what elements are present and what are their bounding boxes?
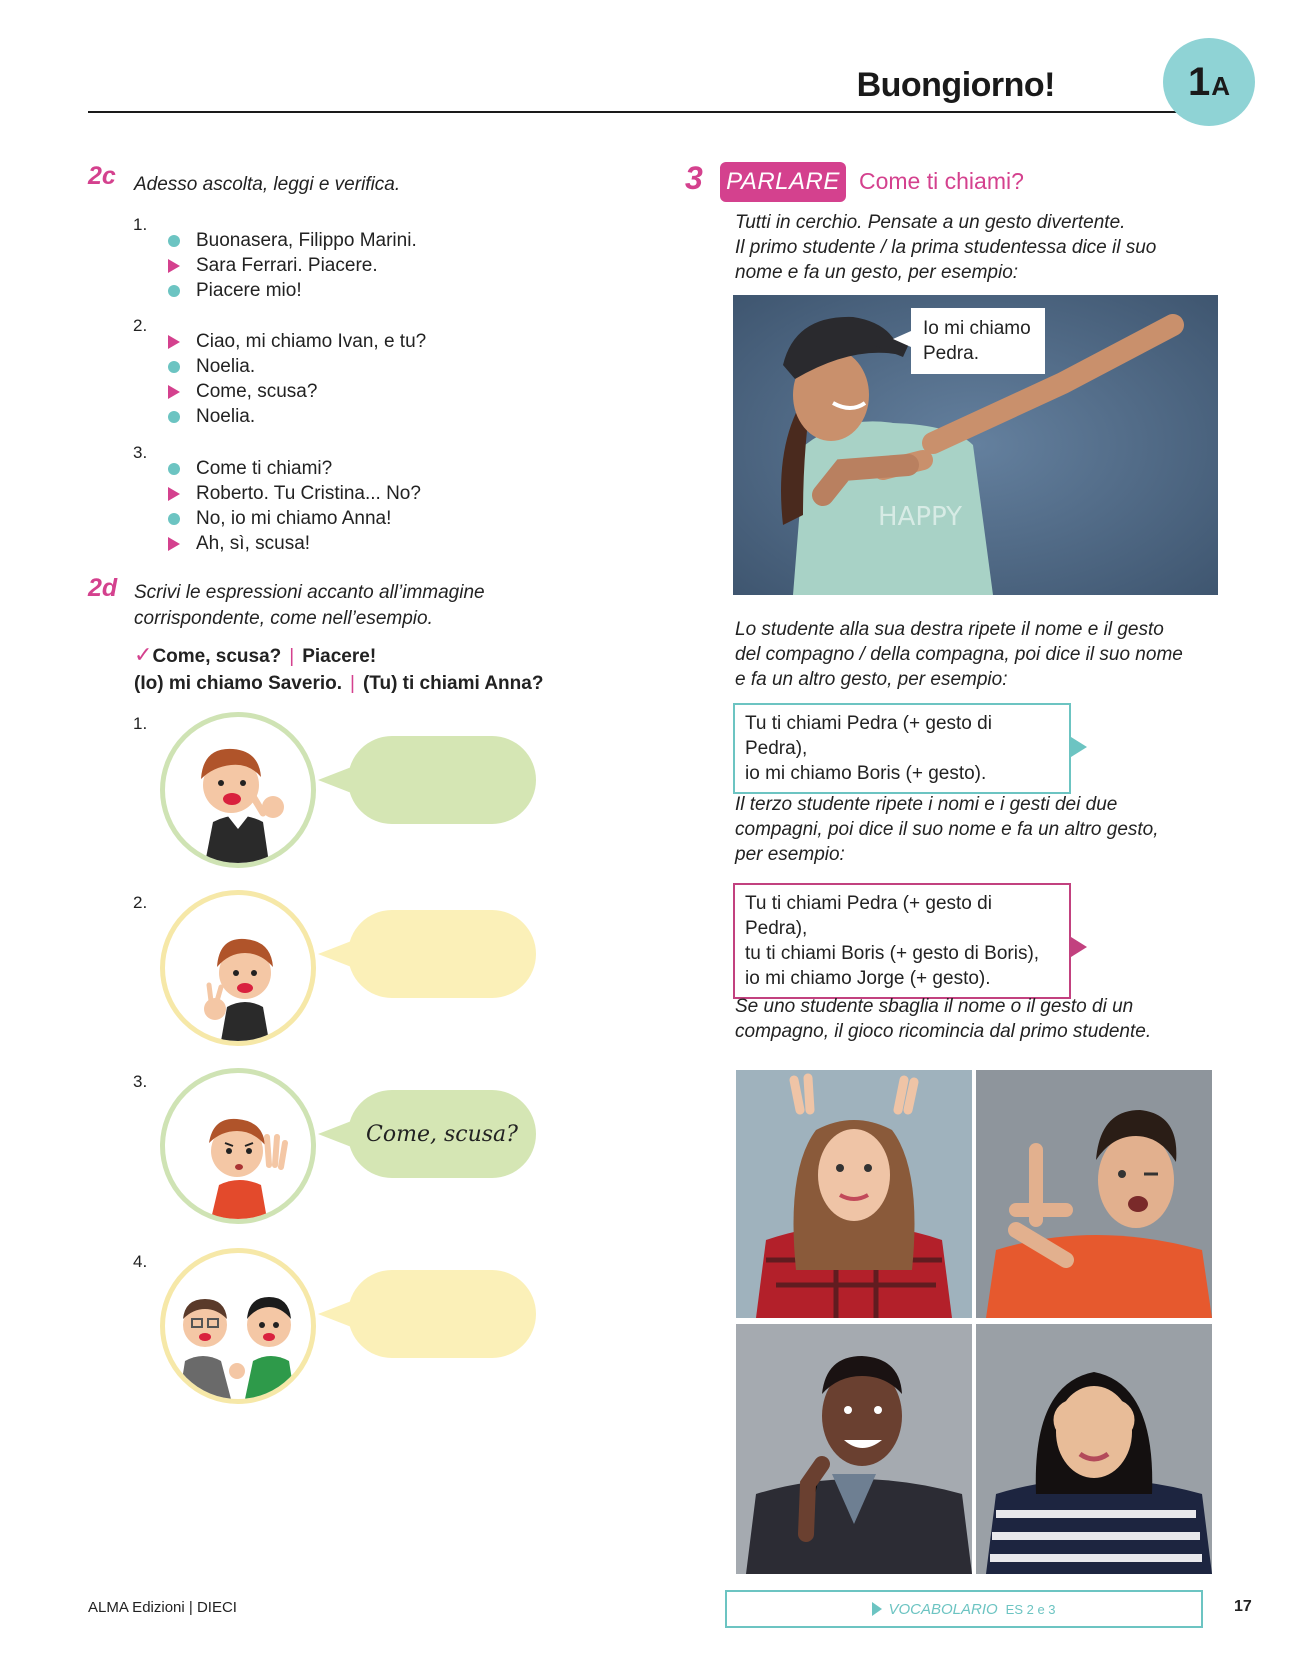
speaker-b-triangle-icon [168, 259, 180, 273]
dialog-number: 1. [133, 215, 148, 234]
exercise-3-para3: Il terzo studente ripete i nomi e i gesti dei due compagni, poi dice il suo nome e fa un altro gesto, per esempio: [735, 794, 1159, 865]
exercise-2d-instruction: Scrivi le espressioni accanto all’immagine corrispondente, come nell’esempio. [134, 582, 485, 629]
callout-tail [1071, 737, 1087, 757]
dialog-line: No, io mi chiamo Anna! [168, 506, 421, 531]
photo-man-loser-sign [976, 1070, 1212, 1318]
speaker-b-triangle-icon [168, 487, 180, 501]
parlare-tag: PARLARE [720, 162, 846, 202]
photo-speech-bubble: Io mi chiamo Pedra. [911, 308, 1045, 374]
dialog-line: Buonasera, Filippo Marini. [168, 228, 417, 253]
speaker-b-triangle-icon [168, 537, 180, 551]
separator: | [289, 646, 295, 667]
speaker-b-triangle-icon [168, 335, 180, 349]
speech-bubble-example: Come, scusa? [348, 1090, 536, 1178]
exercise-3-number: 3 [685, 160, 703, 196]
speech-bubble-empty[interactable] [348, 910, 536, 998]
example-callout-2: Tu ti chiami Pedra (+ gesto di Pedra), tu ti chiami Boris (+ gesto di Boris), io mi chiamo Jorge (+ gesto). [733, 883, 1071, 999]
item-number: 4. [133, 1252, 148, 1271]
dialog-2 [168, 329, 426, 429]
dialog-number: 3. [133, 443, 148, 462]
vocabolario-reference[interactable]: VOCABOLARIO ES 2 e 3 [725, 1590, 1203, 1628]
photo-man-pointing-up [736, 1324, 972, 1574]
illustration-pointing-self [160, 712, 316, 868]
illustration-handshake [160, 1248, 316, 1404]
dialog-1 [168, 228, 417, 303]
page-title: Buongiorno! [856, 66, 1055, 104]
publisher-footer: ALMA Edizioni | DIECI [88, 1599, 237, 1616]
speaker-a-bullet-icon [168, 361, 180, 373]
dialog-line: Ah, sì, scusa! [168, 531, 421, 556]
check-icon: ✓ [134, 642, 153, 667]
shirt-print: HAPPY [878, 502, 963, 532]
dialog-line: Roberto. Tu Cristina... No? [168, 481, 421, 506]
dialog-line: Come ti chiami? [168, 456, 421, 481]
exercise-3-para4: Se uno studente sbaglia il nome o il gesto di un compagno, il gioco ricomincia dal primo studente. [735, 996, 1152, 1042]
exercise-3-para2: Lo studente alla sua destra ripete il nome e il gesto del compagno / della compagna, poi dice il suo nome e fa un altro gesto, per esempio: [735, 619, 1183, 690]
dialog-line: Noelia. [168, 354, 426, 379]
photo-girl-bunny-ears [736, 1070, 972, 1318]
dialog-number: 2. [133, 316, 148, 335]
dialog-line: Come, scusa? [168, 379, 426, 404]
photo-speech-bubble-tail [893, 331, 911, 347]
expression-come-scusa: Come, scusa? [152, 646, 282, 667]
exercise-3-intro: Tutti in cerchio. Pensate a un gesto divertente. Il primo studente / la prima studentessa dice il suo nome e fa un gesto, per esempio: [735, 212, 1157, 283]
expression-mi-chiamo: (Io) mi chiamo Saverio. [134, 673, 342, 694]
exercise-2c-instruction: Adesso ascolta, leggi e verifica. [134, 174, 401, 195]
dialog-line: Piacere mio! [168, 278, 417, 303]
page-number: 17 [1234, 1598, 1252, 1615]
unit-number: 1 [1187, 59, 1211, 104]
speech-bubble-empty[interactable] [348, 736, 536, 824]
dialog-3 [168, 456, 421, 556]
speaker-a-bullet-icon [168, 463, 180, 475]
speaker-a-bullet-icon [168, 411, 180, 423]
photo-woman-hand-goggles [976, 1324, 1212, 1574]
illustration-crossed-fingers [160, 890, 316, 1046]
expression-bank [134, 641, 543, 697]
header-divider [88, 111, 1188, 113]
speaker-a-bullet-icon [168, 513, 180, 525]
dialog-line: Ciao, mi chiamo Ivan, e tu? [168, 329, 426, 354]
item-number: 3. [133, 1072, 148, 1091]
expression-piacere: Piacere! [302, 646, 377, 667]
speaker-a-bullet-icon [168, 285, 180, 297]
dialog-line: Noelia. [168, 404, 426, 429]
unit-letter: A [1211, 70, 1231, 101]
play-arrow-icon [872, 1602, 882, 1616]
item-number: 2. [133, 893, 148, 912]
example-callout-1: Tu ti chiami Pedra (+ gesto di Pedra), io mi chiamo Boris (+ gesto). [733, 703, 1071, 794]
callout-tail [1071, 937, 1087, 957]
expression-ti-chiami: (Tu) ti chiami Anna? [362, 673, 544, 694]
speaker-a-bullet-icon [168, 235, 180, 247]
dialog-line: Sara Ferrari. Piacere. [168, 253, 417, 278]
exercise-2d-number: 2d [88, 574, 118, 602]
item-number: 1. [133, 714, 148, 733]
speaker-b-triangle-icon [168, 385, 180, 399]
illustration-hand-to-ear [160, 1068, 316, 1224]
exercise-2c-number: 2c [88, 162, 116, 190]
speech-bubble-empty[interactable] [348, 1270, 536, 1358]
exercise-3-title: Come ti chiami? [859, 168, 1024, 194]
unit-badge [1163, 38, 1255, 126]
separator: | [350, 673, 355, 694]
